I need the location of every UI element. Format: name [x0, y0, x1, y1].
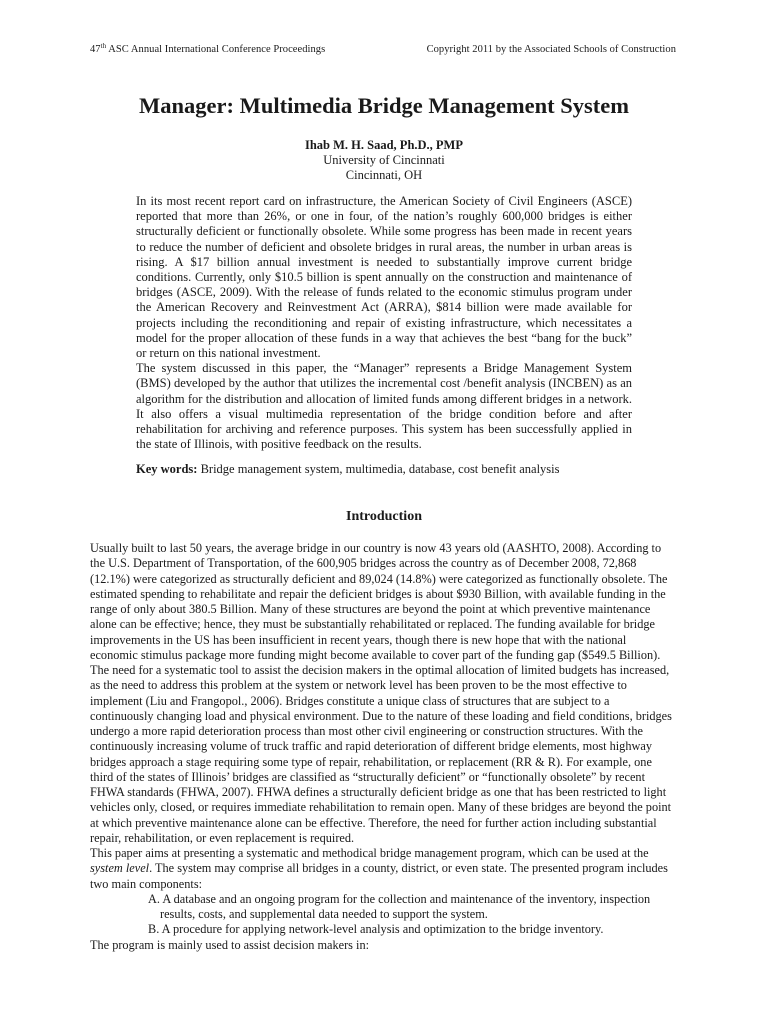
author-block: [0, 138, 768, 183]
abstract-paragraph: The system discussed in this paper, the “Manager” represents a Bridge Management System (BMS) developed by the author that utilizes the incremental cost /benefit analysis (INCBEN) as an algorithm for the distribution and allocation of limited funds among different bridges in a network. It also offers a visual multimedia representation of the bridge condition before and after rehabilitation for archiving and reference purposes. This system has been successfully applied in the state of Illinois, with positive feedback on the results.: [136, 361, 632, 452]
list-item-b: B. A procedure for applying network-level analysis and optimization to the bridge inventory.: [148, 922, 604, 937]
body-paragraph: This paper aims at presenting a systematic and methodical bridge management program, which can be used at the system level. The system may comprise all bridges in a county, district, or even state. The presented program includes two main components:: [90, 846, 668, 891]
introduction-body: [90, 541, 676, 953]
keywords-label: Key words:: [136, 462, 198, 476]
list-item-a: A. A database and an ongoing program for the collection and maintenance of the inventory, inspection results, costs, and supplemental data needed to support the system.: [148, 891, 651, 921]
abstract-paragraph: In its most recent report card on infrastructure, the American Society of Civil Engineers (ASCE) reported that more than 26%, or one in four, of the nation’s roughly 600,000 bridges is either structurally deficient or functionally obsolete. While some progress has been made in recent years to reduce the number of deficient and obsolete bridges in rural areas, the number in urban areas is rising. A $17 billion annual investment is needed to substantially improve current bridge conditions. Currently, only $10.5 billion is spent annually on the construction and maintenance of bridges (ASCE, 2009). With the release of funds related to the economic stimulus program under the American Recovery and Reinvestment Act (ARRA), $814 billion were made available for projects including the reconditioning and repair of existing infrastructure, which necessitates a model for the proper allocation of these funds in a way that achieves the best “bang for the buck” or return on this national investment.: [136, 194, 632, 361]
author-name: Ihab M. H. Saad, Ph.D., PMP: [304, 138, 463, 152]
section-heading-introduction: Introduction: [346, 509, 422, 524]
author-affiliation: University of Cincinnati: [323, 153, 445, 167]
body-paragraph: Usually built to last 50 years, the average bridge in our country is now 43 years old (AASHTO, 2008). According to the U.S. Department of Transportation, of the 600,905 bridges across the country as of December 2008, 72,868 (12.1%) were categorized as structurally deficient and 89,024 (14.8%) were categorized as functionally obsolete. The estimated spending to rehabilitate and repair the deficient bridges is about $930 Billion, with available funding in the range of only about 380.5 Billion. Many of these structures are beyond the point at which preventive maintenance alone can be effective; hence, they must be substantially rehabilitated or replaced. The funding available for bridge improvements in the US has been insufficient in recent years, though there is new hope that with the national economic stimulus package more funding might become available to cover part of the funding gap ($549.5 Billion). The need for a systematic tool to assist the decision makers in the optimal allocation of limited budgets has increased, as the need to address this problem at the system or network level has been proven to be the most effective to implement (Liu and Frangopol., 2006). Bridges constitute a unique class of structures that are subject to a continuously changing load and physical environment. Due to the nature of these loading and field conditions, bridges undergo a more rapid deterioration process than most other civil engineering or construction structures. With the continuously increasing volume of truck traffic and rapid deterioration of different bridge elements, most highway bridges approach a stage requiring some type of repair, rehabilitation, or replacement (RR & R). For example, one third of the states of Illinois’ bridges are classified as “structurally deficient” or “functionally obsolete” by recent FHWA standards (FHWA, 2007). FHWA defines a structurally deficient bridge as one that has been restricted to light vehicles only, closed, or requires immediate rehabilitation to remain open. Many of these bridges are beyond the point at which preventive maintenance alone can be effective. Therefore, the need for further action including substantial repair, rehabilitation, or even replacement is required.: [90, 541, 672, 845]
author-location: Cincinnati, OH: [345, 168, 423, 182]
body-paragraph: The program is mainly used to assist decision makers in:: [90, 937, 370, 952]
keywords: [136, 462, 632, 477]
keywords-text: Bridge management system, multimedia, database, cost benefit analysis: [197, 462, 560, 476]
running-header: [90, 44, 676, 55]
abstract: [136, 194, 632, 452]
conference-name: 47th ASC Annual International Conference Proceedings: [90, 42, 326, 55]
emphasis-system-level: system level: [90, 861, 150, 876]
copyright-notice: Copyright 2011 by the Associated Schools of Construction: [426, 44, 676, 55]
paper-title: Manager: Multimedia Bridge Management System: [139, 93, 629, 118]
